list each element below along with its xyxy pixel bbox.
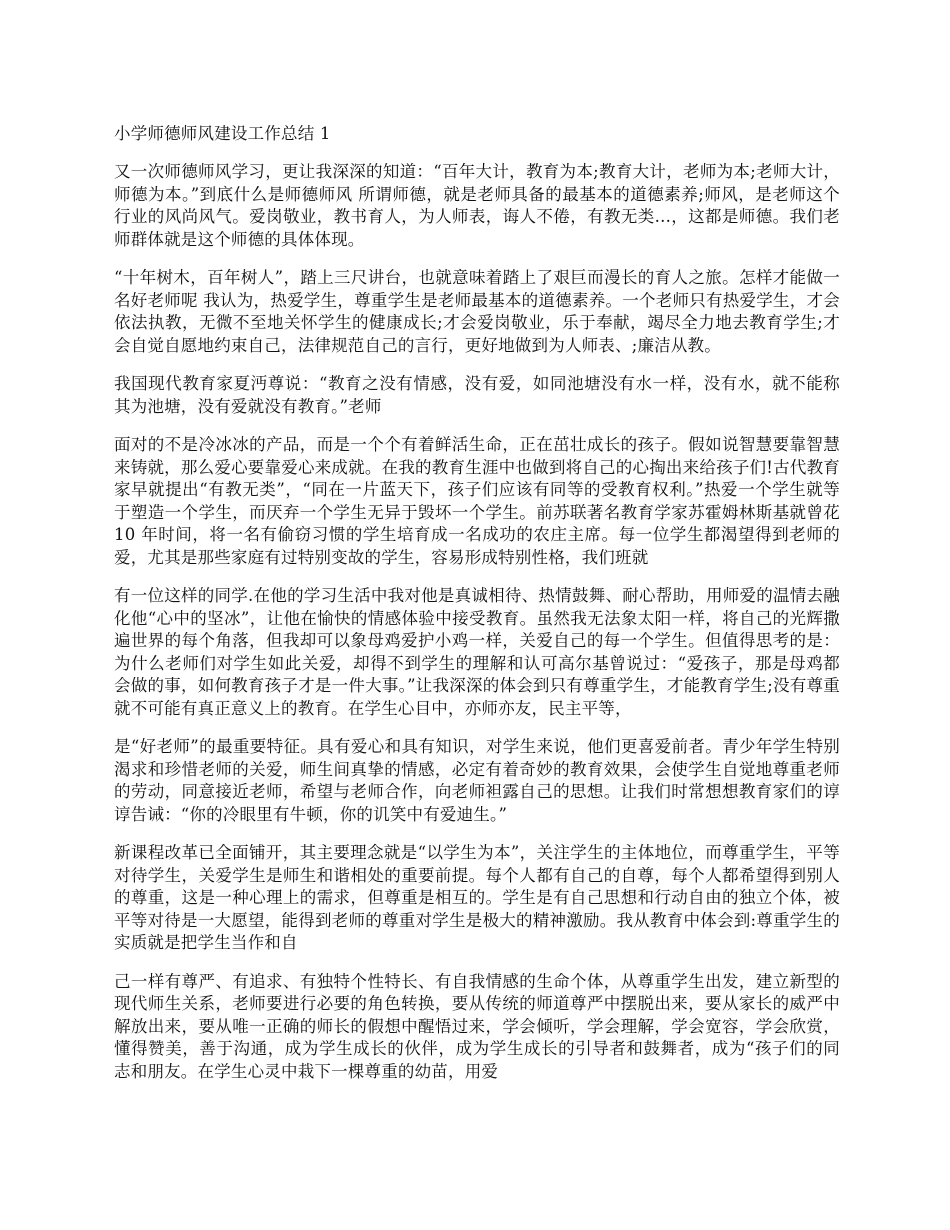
paragraph-5: 有一位这样的同学.在他的学习生活中我对他是真诚相待、热情鼓舞、耐心帮助，用师爱的温情去融化他“心中的坚冰”，让他在愉快的情感体验中接受教育。虽然我无法象太阳一样，将自己的光辉撒遍世界的每个角落，但我却可以象母鸡爱护小鸡一样，关爱自己的每一个学生。但值得思考的是：为什么老师们对学生如此关爱，却得不到学生的理解和认可高尔基曾说过：“爱孩子，那是母鸡都会做的事，如何教育孩子才是一件大事。”让我深深的体会到只有尊重学生，才能教育学生;没有尊重就不可能有真正意义上的教育。在学生心目中，亦师亦友，民主平等，: [114, 586, 840, 718]
document-title: 小学师德师风建设工作总结 1: [114, 124, 331, 143]
paragraph-1: 又一次师德师风学习，更让我深深的知道：“百年大计，教育为本;教育大计，老师为本;老师大计，师德为本。”到底什么是师德师风 所谓师德，就是老师具备的最基本的道德素养;师风，是老师这个行业的风尚风气。爱岗敬业，教书育人，为人师表，诲人不倦，有教无类...，这都是师德。我们老师群体就是这个师德的具体体现。: [114, 162, 840, 249]
paragraph-4: 面对的不是冷冰冰的产品，而是一个个有着鲜活生命，正在茁壮成长的孩子。假如说智慧要靠智慧来铸就，那么爱心要靠爱心来成就。在我的教育生涯中也做到将自己的心掏出来给孩子们!古代教育家早就提出“有教无类”，“同在一片蓝天下，孩子们应该有同等的受教育权利。”热爱一个学生就等于塑造一个学生，而厌弃一个学生无异于毁坏一个学生。前苏联著名教育学家苏霍姆林斯基就曾花 10 年时间，将一名有偷窃习惯的学生培育成一名成功的农庄主席。每一位学生都渴望得到老师的爱，尤其是那些家庭有过特别变故的学生，容易形成特别性格，我们班就: [114, 435, 840, 567]
paragraph-2: “十年树木，百年树人”，踏上三尺讲台，也就意味着踏上了艰巨而漫长的育人之旅。怎样才能做一名好老师呢 我认为，热爱学生，尊重学生是老师最基本的道德素养。一个老师只有热爱学生，才会依法执教，无微不至地关怀学生的健康成长;才会爱岗敬业，乐于奉献，竭尽全力地去教育学生;才会自觉自愿地约束自己，法律规范自己的言行，更好地做到为人师表、;廉洁从教。: [114, 268, 840, 355]
paragraph-6: 是“好老师”的最重要特征。具有爱心和具有知识，对学生来说，他们更喜爱前者。青少年学生特别渴求和珍惜老师的关爱，师生间真挚的情感，必定有着奇妙的教育效果，会使学生自觉地尊重老师的劳动，同意接近老师，希望与老师合作，向老师袒露自己的思想。让我们时常想想教育家们的谆谆告诫：“你的冷眼里有牛顿，你的讥笑中有爱迪生。”: [114, 737, 840, 824]
paragraph-7: 新课程改革已全面铺开，其主要理念就是“以学生为本”，关注学生的主体地位，而尊重学生，平等对待学生，关爱学生是师生和谐相处的重要前提。每个人都有自己的自尊，每个人都希望得到别人的尊重，这是一种心理上的需求，但尊重是相互的。学生是有自己思想和行动自由的独立个体，被平等对待是一大愿望，能得到老师的尊重对学生是极大的精神激励。我从教育中体会到:尊重学生的实质就是把学生当作和自: [114, 843, 840, 952]
paragraph-3: 我国现代教育家夏沔尊说：“教育之没有情感，没有爱，如同池塘没有水一样，没有水，就不能称其为池塘，没有爱就没有教育。”老师: [114, 374, 840, 416]
document-page: [114, 122, 840, 1099]
paragraph-8: 己一样有尊严、有追求、有独特个性特长、有自我情感的生命个体，从尊重学生出发，建立新型的现代师生关系，老师要进行必要的角色转换，要从传统的师道尊严中摆脱出来，要从家长的威严中解放出来，要从唯一正确的师长的假想中醒悟过来，学会倾听，学会理解，学会宽容，学会欣赏，懂得赞美，善于沟通，成为学生成长的伙伴，成为学生成长的引导者和鼓舞者，成为“孩子们的同志和朋友。在学生心灵中栽下一棵尊重的幼苗，用爱: [114, 971, 840, 1081]
